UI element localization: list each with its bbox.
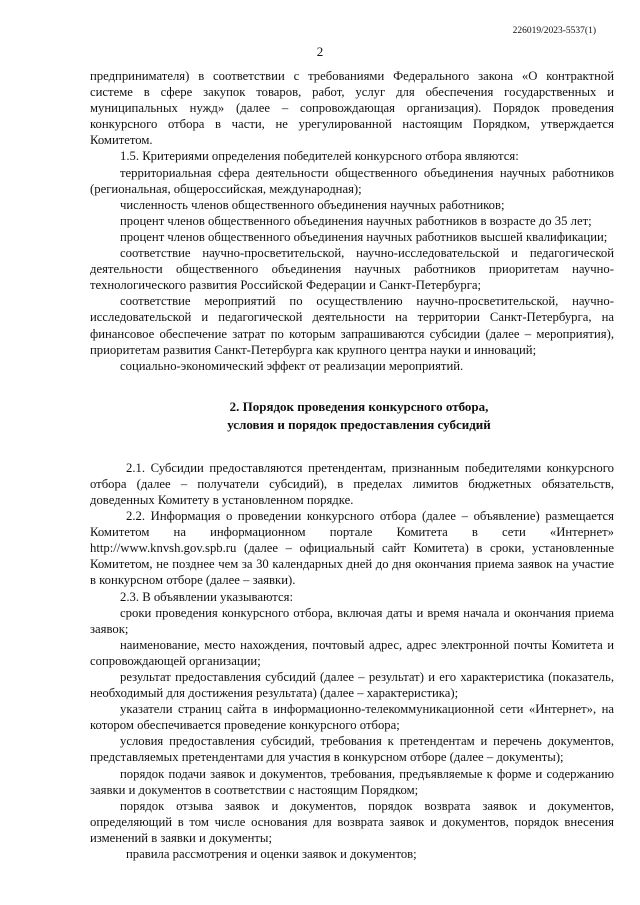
- list-item: территориальная сфера деятельности общественного объединения научных работников (региональная, общероссийская, международная);: [90, 165, 614, 196]
- list-item: порядок отзыва заявок и документов, порядок возврата заявок и документов, определяющий в том числе основания для возврата заявок и документов, порядок внесения изменений в заявки и документы;: [90, 798, 614, 845]
- list-item: правила рассмотрения и оценки заявок и документов;: [126, 847, 417, 862]
- list-item: результат предоставления субсидий (далее – результат) и его характеристика (показатель, необходимый для достижения результата) (далее – характеристика);: [90, 670, 614, 701]
- list-item: порядок подачи заявок и документов, требования, предъявляемые к форме и содержанию заявки и документов в соответствии с настоящим Порядком;: [90, 766, 614, 797]
- list-item: соответствие научно-просветительской, научно-исследовательской и педагогической деятельности общественного объединения научных работников приоритетам научно-технологического развития Российской Федерации и Санкт-Петербурга;: [90, 246, 614, 293]
- list-item: социально-экономический эффект от реализации мероприятий.: [120, 358, 464, 373]
- paragraph: 2.3. В объявлении указываются:: [120, 589, 293, 604]
- list-item: условия предоставления субсидий, требования к претендентам и перечень документов, представляемых претендентами для участия в конкурсном отборе (далее – документы);: [90, 734, 614, 765]
- paragraph: 2.2. Информация о проведении конкурсного отбора (далее – объявление) размещается Комитетом на информационном портале Комитета в сети «Интернет» http://www.knvsh.gov.spb.ru (далее – официальный сайт Комитета) в сроки, установленные Комитетом, не позднее чем за 30 календарных дней до дня окончания приема заявок на участие в конкурсном отборе (далее – заявки).: [90, 509, 614, 588]
- page-number: 2: [316, 44, 324, 59]
- document-number: 226019/2023-5537(1): [512, 26, 596, 36]
- paragraph: 2.1. Субсидии предоставляются претендентам, признанным победителями конкурсного отбора (далее – получатели субсидий), в пределах лимитов бюджетных обязательств, доведенных Комитету в установленном порядке.: [90, 460, 614, 507]
- list-item: наименование, место нахождения, почтовый адрес, адрес электронной почты Комитета и сопровождающей организации;: [90, 637, 614, 668]
- list-item: указатели страниц сайта в информационно-телекоммуникационной сети «Интернет», на котором обеспечивается проведение конкурсного отбора;: [90, 702, 614, 733]
- list-item: численность членов общественного объединения научных работников;: [120, 197, 505, 212]
- list-item: процент членов общественного объединения научных работников высшей квалификации;: [120, 229, 608, 244]
- paragraph: 1.5. Критериями определения победителей конкурсного отбора являются:: [120, 149, 519, 164]
- paragraph: предпринимателя) в соответствии с требованиями Федерального закона «О контрактной системе в сфере закупок товаров, работ, услуг для обеспечения государственных и муниципальных нужд» (далее – сопровождающая организация). Порядок проведения конкурсного отбора в части, не урегулированной настоящим Порядком, утверждается Комитетом.: [90, 69, 614, 148]
- list-item: соответствие мероприятий по осуществлению научно-просветительской, научно-исследовательской и педагогической деятельности на территории Санкт-Петербурга, на финансовое обеспечение затрат по которым запрашиваются субсидии (далее – мероприятия), приоритетам развития Санкт-Петербурга как крупного центра науки и инноваций;: [90, 294, 614, 357]
- list-item: процент членов общественного объединения научных работников в возрасте до 35 лет;: [120, 213, 592, 228]
- list-item: сроки проведения конкурсного отбора, включая даты и время начала и окончания приема заявок;: [90, 605, 614, 636]
- section-heading: 2. Порядок проведения конкурсного отбора,: [229, 398, 489, 414]
- section-heading: условия и порядок предоставления субсидий: [227, 416, 491, 432]
